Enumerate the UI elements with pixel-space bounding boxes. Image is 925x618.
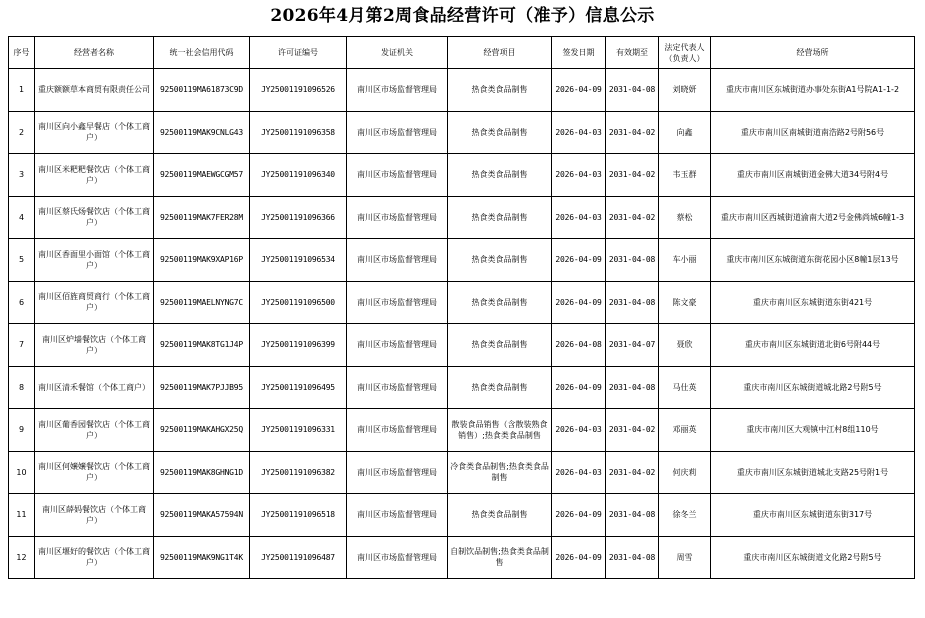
cell-rep: 车小丽 (659, 239, 711, 282)
cell-issue-date: 2026-04-09 (552, 366, 606, 409)
cell-name: 南川区佰旌商贸商行（个体工商户） (35, 281, 154, 324)
cell-issue-date: 2026-04-08 (552, 324, 606, 367)
cell-valid-until: 2031-04-02 (606, 451, 659, 494)
cell-name: 南川区堰好的餐饮店（个体工商户） (35, 536, 154, 579)
cell-credit-code: 92500119MAK8GHNG1D (154, 451, 250, 494)
cell-authority: 南川区市场监督管理局 (347, 324, 448, 367)
col-header-seq: 序号 (9, 37, 35, 69)
cell-items: 热食类食品制售 (448, 154, 552, 197)
cell-seq: 8 (9, 366, 35, 409)
cell-issue-date: 2026-04-03 (552, 196, 606, 239)
col-header-name: 经营者名称 (35, 37, 154, 69)
cell-premises: 重庆市南川区东城街道办事处东街A1号院A1-1-2 (711, 69, 915, 112)
cell-license-no: JY25001191096518 (250, 494, 347, 537)
cell-valid-until: 2031-04-02 (606, 111, 659, 154)
cell-seq: 6 (9, 281, 35, 324)
table-row (9, 324, 915, 367)
cell-premises: 重庆市南川区南城街道南浩路2号附56号 (711, 111, 915, 154)
cell-rep: 聂欣 (659, 324, 711, 367)
cell-premises: 重庆市南川区东城街道文化路2号附5号 (711, 536, 915, 579)
cell-credit-code: 92500119MAK7PJJB95 (154, 366, 250, 409)
cell-seq: 2 (9, 111, 35, 154)
cell-license-no: JY25001191096366 (250, 196, 347, 239)
table-row (9, 536, 915, 579)
cell-license-no: JY25001191096399 (250, 324, 347, 367)
table-row (9, 69, 915, 112)
cell-items: 热食类食品制售 (448, 239, 552, 282)
cell-items: 热食类食品制售 (448, 494, 552, 537)
cell-rep: 陈文豪 (659, 281, 711, 324)
cell-name: 南川区何嬢嬢餐饮店（个体工商户） (35, 451, 154, 494)
cell-premises: 重庆市南川区南城街道金佛大道34号附4号 (711, 154, 915, 197)
cell-premises: 重庆市南川区东城街道城北路2号附5号 (711, 366, 915, 409)
cell-license-no: JY25001191096382 (250, 451, 347, 494)
cell-authority: 南川区市场监督管理局 (347, 111, 448, 154)
cell-license-no: JY25001191096526 (250, 69, 347, 112)
cell-name: 重庆额额草本商贸有限责任公司 (35, 69, 154, 112)
cell-credit-code: 92500119MAEWGCGM57 (154, 154, 250, 197)
cell-rep: 刘晓妍 (659, 69, 711, 112)
cell-rep: 韦玉群 (659, 154, 711, 197)
cell-authority: 南川区市场监督管理局 (347, 494, 448, 537)
table-row (9, 111, 915, 154)
cell-valid-until: 2031-04-08 (606, 494, 659, 537)
cell-authority: 南川区市场监督管理局 (347, 154, 448, 197)
cell-valid-until: 2031-04-08 (606, 281, 659, 324)
cell-rep: 邓丽英 (659, 409, 711, 452)
cell-items: 冷食类食品制售;热食类食品制售 (448, 451, 552, 494)
cell-items: 散装食品销售（含散装熟食销售）;热食类食品制售 (448, 409, 552, 452)
cell-premises: 重庆市南川区东城街道东街317号 (711, 494, 915, 537)
cell-authority: 南川区市场监督管理局 (347, 281, 448, 324)
cell-license-no: JY25001191096340 (250, 154, 347, 197)
cell-rep: 何庆莉 (659, 451, 711, 494)
cell-items: 热食类食品制售 (448, 281, 552, 324)
cell-name: 南川区清禾餐馆（个体工商户） (35, 366, 154, 409)
col-header-authority: 发证机关 (347, 37, 448, 69)
cell-seq: 4 (9, 196, 35, 239)
table-row (9, 366, 915, 409)
cell-issue-date: 2026-04-03 (552, 409, 606, 452)
cell-name: 南川区葡香园餐饮店（个体工商户） (35, 409, 154, 452)
cell-authority: 南川区市场监督管理局 (347, 536, 448, 579)
table-row (9, 451, 915, 494)
cell-seq: 3 (9, 154, 35, 197)
cell-issue-date: 2026-04-09 (552, 239, 606, 282)
cell-authority: 南川区市场监督管理局 (347, 239, 448, 282)
col-header-license-no: 许可证编号 (250, 37, 347, 69)
cell-valid-until: 2031-04-08 (606, 239, 659, 282)
cell-rep: 周雪 (659, 536, 711, 579)
cell-credit-code: 92500119MAELNYNG7C (154, 281, 250, 324)
cell-items: 热食类食品制售 (448, 111, 552, 154)
col-header-issue-date: 签发日期 (552, 37, 606, 69)
cell-rep: 蔡松 (659, 196, 711, 239)
cell-name: 南川区蔡氏炀餐饮店（个体工商户） (35, 196, 154, 239)
col-header-rep: 法定代表人（负责人） (659, 37, 711, 69)
col-header-premises: 经营场所 (711, 37, 915, 69)
cell-premises: 重庆市南川区西城街道渝南大道2号金佛尚城6幢1-3 (711, 196, 915, 239)
cell-seq: 7 (9, 324, 35, 367)
license-table (8, 36, 915, 579)
cell-license-no: JY25001191096495 (250, 366, 347, 409)
cell-valid-until: 2031-04-02 (606, 196, 659, 239)
cell-name: 南川区薛妈餐饮店（个体工商户） (35, 494, 154, 537)
cell-license-no: JY25001191096331 (250, 409, 347, 452)
cell-issue-date: 2026-04-03 (552, 154, 606, 197)
cell-items: 自制饮品制售;热食类食品制售 (448, 536, 552, 579)
cell-seq: 9 (9, 409, 35, 452)
cell-items: 热食类食品制售 (448, 366, 552, 409)
cell-issue-date: 2026-04-09 (552, 494, 606, 537)
cell-premises: 重庆市南川区东城街道北街6号附44号 (711, 324, 915, 367)
cell-issue-date: 2026-04-09 (552, 281, 606, 324)
cell-valid-until: 2031-04-08 (606, 366, 659, 409)
cell-premises: 重庆市南川区东城街道东街421号 (711, 281, 915, 324)
cell-valid-until: 2031-04-08 (606, 69, 659, 112)
cell-premises: 重庆市南川区东城街道城北支路25号附1号 (711, 451, 915, 494)
cell-name: 南川区香面里小面馆（个体工商户） (35, 239, 154, 282)
cell-premises: 重庆市南川区东城街道东街花园小区8幢1层13号 (711, 239, 915, 282)
table-row (9, 494, 915, 537)
cell-credit-code: 92500119MA61873C9D (154, 69, 250, 112)
cell-credit-code: 92500119MAK7FER28M (154, 196, 250, 239)
col-header-items: 经营项目 (448, 37, 552, 69)
cell-license-no: JY25001191096487 (250, 536, 347, 579)
cell-seq: 1 (9, 69, 35, 112)
cell-license-no: JY25001191096534 (250, 239, 347, 282)
table-row (9, 196, 915, 239)
cell-issue-date: 2026-04-03 (552, 111, 606, 154)
cell-name: 南川区向小鑫早餐店（个体工商户） (35, 111, 154, 154)
cell-credit-code: 92500119MAKAHGX25Q (154, 409, 250, 452)
table-row (9, 281, 915, 324)
cell-name: 南川区米粑粑餐饮店（个体工商户） (35, 154, 154, 197)
cell-name: 南川区炉墙餐饮店（个体工商户） (35, 324, 154, 367)
col-header-credit-code: 统一社会信用代码 (154, 37, 250, 69)
cell-license-no: JY25001191096500 (250, 281, 347, 324)
header-row (9, 37, 915, 69)
cell-valid-until: 2031-04-02 (606, 154, 659, 197)
cell-credit-code: 92500119MAKA57594N (154, 494, 250, 537)
cell-credit-code: 92500119MAK9CNLG43 (154, 111, 250, 154)
cell-credit-code: 92500119MAK8TG1J4P (154, 324, 250, 367)
cell-items: 热食类食品制售 (448, 69, 552, 112)
cell-seq: 5 (9, 239, 35, 282)
cell-rep: 马仕英 (659, 366, 711, 409)
cell-credit-code: 92500119MAK9NG1T4K (154, 536, 250, 579)
cell-authority: 南川区市场监督管理局 (347, 409, 448, 452)
table-row (9, 409, 915, 452)
cell-premises: 重庆市南川区大观镇中江村8组110号 (711, 409, 915, 452)
cell-valid-until: 2031-04-08 (606, 536, 659, 579)
cell-seq: 11 (9, 494, 35, 537)
cell-rep: 徐冬兰 (659, 494, 711, 537)
cell-seq: 12 (9, 536, 35, 579)
cell-rep: 向鑫 (659, 111, 711, 154)
col-header-valid-until: 有效期至 (606, 37, 659, 69)
cell-authority: 南川区市场监督管理局 (347, 69, 448, 112)
table-row (9, 154, 915, 197)
cell-valid-until: 2031-04-02 (606, 409, 659, 452)
cell-issue-date: 2026-04-03 (552, 451, 606, 494)
cell-items: 热食类食品制售 (448, 324, 552, 367)
cell-authority: 南川区市场监督管理局 (347, 196, 448, 239)
cell-seq: 10 (9, 451, 35, 494)
cell-items: 热食类食品制售 (448, 196, 552, 239)
cell-authority: 南川区市场监督管理局 (347, 451, 448, 494)
table-row (9, 239, 915, 282)
cell-valid-until: 2031-04-07 (606, 324, 659, 367)
cell-authority: 南川区市场监督管理局 (347, 366, 448, 409)
cell-license-no: JY25001191096358 (250, 111, 347, 154)
page-title: 2026年4月第2周食品经营许可（准予）信息公示 (270, 6, 655, 26)
cell-issue-date: 2026-04-09 (552, 536, 606, 579)
cell-issue-date: 2026-04-09 (552, 69, 606, 112)
cell-credit-code: 92500119MAK9XAP16P (154, 239, 250, 282)
